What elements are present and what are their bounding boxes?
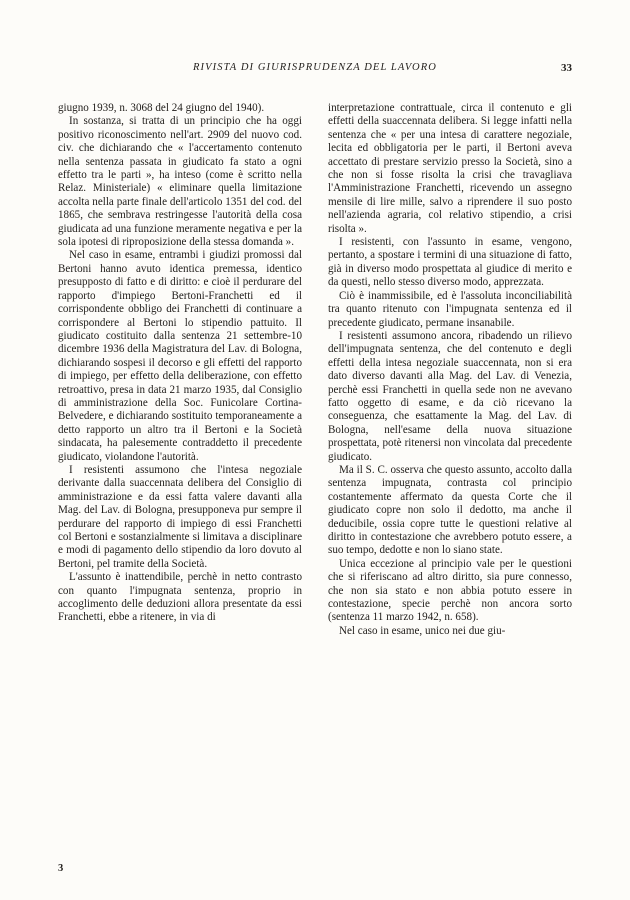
paragraph: I resistenti assumono ancora, ribadendo un rilievo dell'impugnata sentenza, che del contenuto e degli effetti della intesa negoziale suaccennata, non si era dato diverso davanti alla Mag. del Lav. di Venezia, perchè essi Franchetti in quella sede non ne avevano fatto oggetto di esame, e da ciò ricevano la conseguenza, che esattamente la Mag. del Lav. di Bologna, nell'esame della nuova situazione prospettata, potè ritenersi non vincolata dal precedente giudicato. [328, 329, 572, 463]
paragraph: Nel caso in esame, entrambi i giudizi promossi dal Bertoni hanno avuto identica premessa, identico presupposto di fatto e di diritto: e cioè il perdurare del rapporto d'impiego Bertoni-Franchetti ed il corrispondente obbligo dei Franchetti di continuare a corrispondere al Bertoni lo stipendio pattuito. Il giudicato costituito dalla sentenza 21 settembre-10 dicembre 1936 della Magistratura del Lav. di Bologna, dichiarando sospesi il decorso e gli effetti del rapporto di impiego, per effetto della deliberazione, con effetto retroattivo, presa in data 21 marzo 1935, dal Consiglio di amministrazione della Soc. Funicolare Cortina-Belvedere, e dichiarando sostituito temporaneamente a detto rapporto un altro tra il Bertoni e la Società sindacata, ha palesemente contraddetto il precedente giudicato, violandone l'autorità. [58, 249, 302, 463]
paragraph: Ciò è inammissibile, ed è l'assoluta inconciliabilità tra quanto ritenuto con l'impugnata sentenza ed il precedente giudicato, permane insanabile. [328, 289, 572, 329]
paragraph: I resistenti, con l'assunto in esame, vengono, pertanto, a spostare i termini di una situazione di fatto, già in diverso modo prospettata al giudice di merito e da questi, nello stesso diverso modo, apprezzata. [328, 236, 572, 289]
paragraph: In sostanza, si tratta di un principio che ha oggi positivo riconoscimento nell'art. 2909 del nuovo cod. civ. che dichiarando che « l'accertamento contenuto nella sentenza passata in giudicato fa stato a ogni effetto tra le parti », ha inteso (come è scritto nella Relaz. Ministeriale) « eliminare quella limitazione accolta nella parte finale dell'articolo 1351 del cod. del 1865, che sembrava restringesse l'autorità della cosa giudicata ad una funzione meramente negativa e per la sola ipotesi di riproposizione della stessa domanda ». [58, 115, 302, 249]
paragraph: giugno 1939, n. 3068 del 24 giugno del 1940). [58, 102, 265, 114]
page-number: 33 [561, 62, 572, 74]
paragraph: Unica eccezione al principio vale per le questioni che si riferiscano ad altro diritto, sia pure connesso, che non sia stato e non abbia potuto essere in contestazione, specie perchè non ancora sorto (sentenza 11 marzo 1942, n. 658). [328, 557, 572, 624]
paragraph: I resistenti assumono che l'intesa negoziale derivante dalla suaccennata delibera del Consiglio di amministrazione e da essi fatta valere davanti alla Mag. del Lav. di Bologna, presupponeva pur sempre il perdurare del rapporto di impiego di essi Franchetti col Bertoni e sostanzialmente si limitava a disciplinare e modi di pagamento dello stipendio da loro dovuto al Bertoni, pel tramite della Società. [58, 463, 302, 570]
running-head: RIVISTA DI GIURISPRUDENZA DEL LAVORO [193, 62, 437, 73]
signature-mark: 3 [58, 863, 64, 874]
paragraph: interpretazione contrattuale, circa il contenuto e gli effetti della suaccennata delibera. Si legge infatti nella sentenza che « per una intesa di carattere negoziale, lecita ed obbligatoria per le parti, il Bertoni aveva accettato di prestare servizio presso la Società, sino a che non si fosse risolta la crisi che travagliava l'Amministrazione Franchetti, ricevendo un assegno mensile di lire mille, salvo a riprendere il suo posto nell'azienda agraria, col relativo stipendio, a crisi risolta ». [328, 102, 572, 235]
paragraph: Nel caso in esame, unico nei due giu- [339, 624, 506, 637]
text-columns [58, 102, 572, 844]
page-header [58, 62, 572, 88]
paragraph: Ma il S. C. osserva che questo assunto, accolto dalla sentenza impugnata, contrasta col principio costantemente affermato da questa Corte che il giudicato copre non solo il dedotto, ma anche il deducibile, ossia copre tutte le questioni relative al diritto in contestazione che avrebbero potuto essere, a suo tempo, dedotte e non lo siano state. [328, 463, 572, 557]
column-right [328, 102, 572, 844]
paragraph: L'assunto è inattendibile, perchè in netto contrasto con quanto l'impugnata sentenza, proprio in accoglimento delle deduzioni allora presentate da essi Franchetti, ebbe a ritenere, in via di [58, 571, 302, 624]
column-left [58, 102, 302, 844]
